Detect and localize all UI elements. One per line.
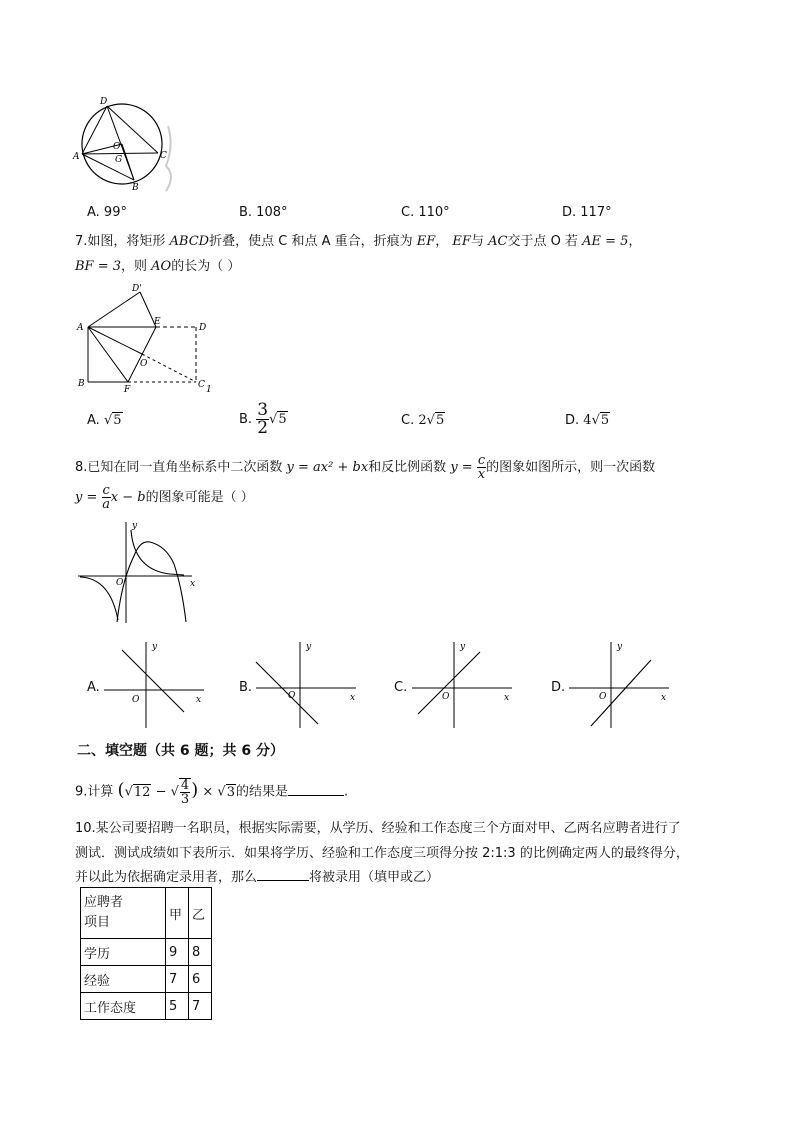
q7-label-d1: D': [132, 284, 142, 294]
row-item: 经验: [81, 966, 166, 993]
q8-option-c-label[interactable]: C.: [394, 680, 408, 695]
q6-label-g: G: [115, 155, 123, 165]
header-cell-yi: 乙: [189, 888, 212, 939]
q9-fraction-4-3: $\frac{4}{3}$: [180, 778, 190, 807]
q7-text-1: 7.如图，将矩形: [75, 234, 166, 249]
q8-stem-line2: y = $\frac{c}{a}$ x − b的图象可能是（ ）: [75, 483, 254, 512]
q6-option-c[interactable]: C. 110°: [401, 205, 450, 220]
table-row: [81, 993, 212, 1020]
q8-fraction-c-over-x: $\frac{c}{x}$: [477, 453, 486, 482]
row-score-yi: 7: [189, 993, 212, 1020]
q7-label-e: E: [154, 317, 161, 327]
q10-score-table: [80, 887, 212, 1020]
svg-text:y: y: [306, 642, 312, 652]
q7-label-f: F: [124, 385, 131, 394]
q8-math-quadratic: y = ax² + bx: [286, 460, 369, 475]
svg-text:x: x: [350, 693, 356, 703]
q8-stem-line1: 8.已知在同一直角坐标系中二次函数 y = ax² + bx和反比例函数 y = $\frac{c}{x}$ 的图象如图所示，则一次函数: [75, 453, 656, 482]
row-score-jia: 7: [166, 966, 189, 993]
svg-text:x: x: [661, 693, 667, 703]
q6-label-d: D: [100, 97, 108, 107]
q10-line1: 10.某公司要招聘一名职员，根据实际需要，从学历、经验和工作态度三个方面对甲、乙两名应聘者进行了: [75, 821, 681, 836]
q8-option-d-graph[interactable]: [565, 640, 675, 730]
q8-option-b-graph[interactable]: [252, 640, 362, 730]
q9-radicand-12: 12: [133, 784, 151, 800]
svg-text:x: x: [190, 579, 196, 589]
q6-label-a: A: [73, 152, 80, 162]
q7-option-b-fraction: $\frac{3}{2}$: [257, 400, 269, 438]
q7-label-a: A: [77, 323, 84, 333]
q7-math-ef: EF: [416, 234, 436, 249]
q8-option-d-label[interactable]: D.: [551, 680, 566, 695]
svg-text:O: O: [442, 692, 450, 702]
svg-text:y: y: [460, 642, 466, 652]
row-score-yi: 6: [189, 966, 212, 993]
q6-option-a[interactable]: A. 99°: [87, 205, 127, 220]
q6-label-c: C: [160, 151, 167, 161]
q7-text-7: ，则: [121, 259, 148, 274]
q7-stem-line2: [75, 255, 240, 274]
q10-answer-blank[interactable]: [257, 880, 309, 881]
section-2-title: 二、填空题（共 6 题；共 6 分）: [77, 743, 284, 759]
q7-math-ac: AC: [488, 234, 508, 249]
q7-math-ae: AE = 5: [582, 234, 629, 249]
svg-text:y: y: [617, 642, 623, 652]
header-cell-jia: 甲: [166, 888, 189, 939]
q7-math-abcd: ABCD: [169, 234, 210, 249]
header-cell-applicant-item: 应聘者 项目: [81, 888, 166, 939]
q8-option-a-label[interactable]: A.: [87, 680, 100, 695]
q6-label-b: B: [132, 183, 139, 193]
q6-circle-figure: [70, 96, 190, 196]
q6-label-o: O: [113, 142, 121, 152]
q7-label-o: O: [140, 359, 148, 369]
q8-option-b-label[interactable]: B.: [239, 680, 253, 695]
q9-answer-blank[interactable]: [288, 795, 344, 796]
q6-option-d[interactable]: D. 117°: [562, 205, 612, 220]
q7-text-8: 的长为（ ）: [171, 259, 241, 274]
row-score-yi: 8: [189, 939, 212, 966]
svg-text:O: O: [599, 692, 607, 702]
q7-label-c: C: [198, 380, 205, 390]
table-header-row: [81, 888, 212, 939]
table-row: [81, 939, 212, 966]
q7-math-ao: AO: [151, 259, 172, 274]
q8-option-a-graph[interactable]: [100, 640, 210, 730]
row-item: 工作态度: [81, 993, 166, 1020]
q7-text-6: ，: [628, 234, 642, 249]
q9-stem: 9.计算 (√12 − √ $\frac{4}{3}$ ) × √3的结果是 .: [75, 778, 349, 807]
svg-text:O: O: [132, 695, 140, 705]
q10-line2: 测试．测试成绩如下表所示．如果将学历、经验和工作态度三项得分按 2:1:3 的比例确定两人的最终得分，: [75, 846, 689, 861]
q7-label-b: B: [78, 379, 85, 389]
q8-option-c-graph[interactable]: [408, 640, 518, 730]
row-item: 学历: [81, 939, 166, 966]
svg-text:y: y: [152, 642, 158, 652]
svg-text:y: y: [132, 521, 138, 531]
q7-text-5: 交于点 O 若: [507, 234, 578, 249]
table-row: [81, 966, 212, 993]
svg-text:O: O: [288, 691, 296, 701]
q7-text-4: 与: [470, 234, 484, 249]
q7-option-c[interactable]: C. 2√5: [401, 413, 445, 428]
q8-function-graph: [74, 518, 204, 628]
q8-fraction-c-over-a: $\frac{c}{a}$: [102, 483, 111, 512]
q7-option-d[interactable]: D. 4√5: [565, 413, 610, 428]
q7-stem-line1: [75, 230, 641, 249]
q7-option-a-radicand: 5: [113, 413, 122, 428]
q7-text-3: ，: [435, 234, 449, 249]
q7-option-b[interactable]: B. $\frac{3}{2}$ √5: [239, 400, 287, 438]
row-score-jia: 5: [166, 993, 189, 1020]
svg-text:x: x: [196, 695, 202, 705]
q7-text-2: 折叠，使点 C 和点 A 重合，折痕为: [209, 234, 413, 249]
q7-math-ef2: EF: [452, 234, 471, 249]
q10-line3: 并以此为依据确定录用者，那么 将被录用（填甲或乙）: [75, 870, 440, 885]
q7-option-a[interactable]: A. √5: [87, 413, 122, 428]
q6-option-b[interactable]: B. 108°: [239, 205, 288, 220]
q7-rectangle-figure: [72, 282, 222, 394]
q7-label-sub: 1: [206, 385, 212, 394]
q7-label-d: D: [199, 323, 207, 333]
q7-math-bf: BF = 3: [75, 259, 122, 274]
row-score-jia: 9: [166, 939, 189, 966]
svg-text:x: x: [504, 693, 510, 703]
svg-text:O: O: [116, 578, 124, 588]
